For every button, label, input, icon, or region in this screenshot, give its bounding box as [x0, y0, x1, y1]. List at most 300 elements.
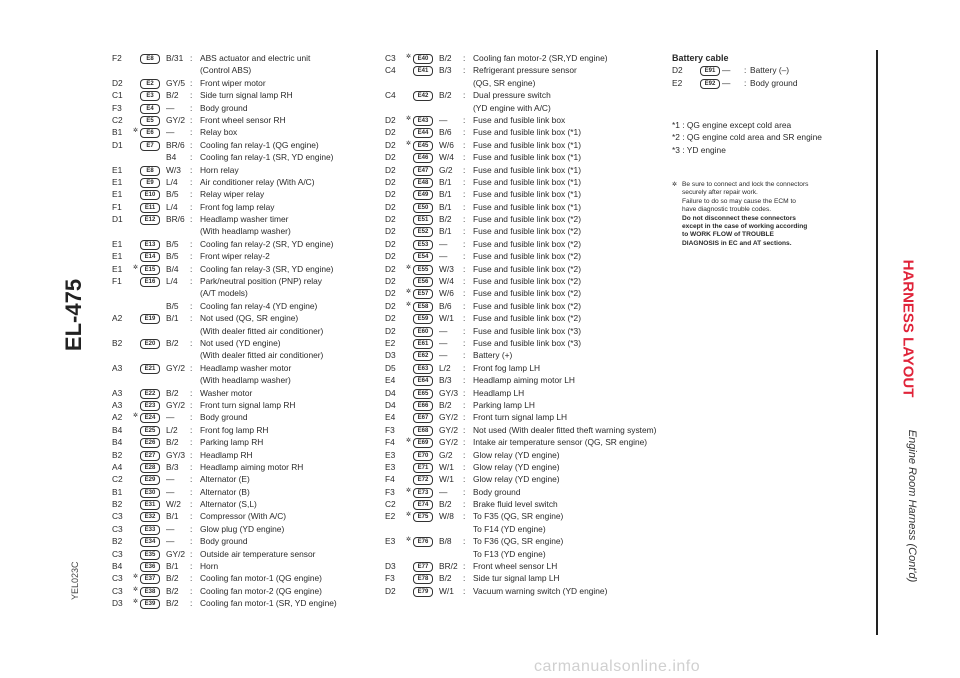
connector-description: Vacuum warning switch (YD engine): [473, 585, 608, 596]
caution-line: have diagnostic trouble codes.: [682, 206, 772, 214]
connector-row: [385, 287, 675, 299]
lock-star-icon: ✲: [133, 413, 139, 420]
connector-description: Fuse and fusible link box (*1): [473, 152, 581, 163]
connector-row: [112, 461, 382, 473]
lock-star-icon: ✲: [406, 289, 412, 296]
connector-description: To F35 (QG, SR engine): [473, 511, 564, 522]
connector-row: [385, 139, 675, 151]
connector-row: [385, 374, 675, 386]
connector-row: [385, 164, 675, 176]
connector-description: Compressor (With A/C): [200, 511, 287, 522]
wire-color: GY/2: [166, 362, 186, 373]
separator: :: [463, 300, 466, 311]
pin-location: D2: [112, 77, 123, 88]
pin-location: C2: [112, 474, 123, 485]
connector-badge: E12: [140, 215, 160, 225]
caution-line: Do not disconnect these connectors: [682, 214, 796, 222]
caution-line: Be sure to connect and lock the connectors: [682, 181, 809, 188]
connector-description: Body ground: [200, 412, 248, 423]
connector-description: Glow relay (YD engine): [473, 461, 560, 472]
connector-row: [112, 312, 382, 324]
wire-color: B/5: [166, 238, 179, 249]
wire-color: —: [439, 325, 448, 336]
wire-color: B/5: [166, 251, 179, 262]
connector-badge: E27: [140, 451, 160, 461]
separator: :: [190, 585, 193, 596]
lock-star-icon: ✲: [406, 264, 412, 271]
wire-color: B/6: [439, 127, 452, 138]
watermark: carmanualsonline.info: [534, 658, 701, 675]
wire-color: —: [439, 350, 448, 361]
connector-description: Parking lamp RH: [200, 437, 264, 448]
connector-description: Horn relay: [200, 164, 239, 175]
pin-location: A2: [112, 313, 123, 324]
separator: :: [463, 164, 466, 175]
separator: :: [190, 399, 193, 410]
connector-row: [112, 151, 382, 163]
connector-badge: E69: [413, 438, 433, 448]
connector-badge: E14: [140, 252, 160, 262]
connector-description: Cooling fan relay-1 (QG engine): [200, 139, 319, 150]
connector-row: [385, 225, 675, 237]
pin-location: F3: [385, 573, 395, 584]
pin-location: D2: [385, 238, 396, 249]
wire-color: —: [166, 536, 175, 547]
pin-location: A2: [112, 412, 123, 423]
pin-location: D2: [385, 214, 396, 225]
pin-location: D1: [112, 139, 123, 150]
separator: :: [190, 139, 193, 150]
connector-description: Side tur signal lamp LH: [473, 573, 560, 584]
separator: :: [463, 362, 466, 373]
connector-description: Relay box: [200, 127, 238, 138]
separator: :: [463, 65, 466, 76]
wire-color: W/6: [439, 288, 454, 299]
wire-color: GY/2: [439, 424, 459, 435]
connector-badge: E54: [413, 252, 433, 262]
connector-row: [112, 362, 382, 374]
connector-row: [385, 461, 675, 473]
connector-badge: E62: [413, 351, 433, 361]
pin-location: B2: [112, 536, 123, 547]
separator: :: [190, 573, 193, 584]
connector-badge: E61: [413, 339, 433, 349]
connector-row: [112, 176, 382, 188]
wire-color: B/1: [166, 511, 179, 522]
connector-description: Cooling fan relay-4 (YD engine): [200, 300, 318, 311]
pin-location: B4: [112, 561, 123, 572]
wire-color: BR/2: [439, 561, 458, 572]
section-subtitle: Engine Room Harness (Cont'd): [906, 429, 918, 583]
connector-description: (With headlamp washer): [200, 226, 291, 237]
wire-color: B/4: [166, 263, 179, 274]
connector-badge: E29: [140, 475, 160, 485]
connector-description: (With dealer fitted air conditioner): [200, 325, 324, 336]
engine-notes: [672, 119, 872, 156]
connector-description: Front wiper motor: [200, 77, 266, 88]
pin-location: D2: [385, 127, 396, 138]
wire-color: B/1: [166, 561, 179, 572]
connector-badge: E9: [140, 178, 160, 188]
pin-location: B2: [112, 449, 123, 460]
connector-description: Brake fluid level switch: [473, 499, 558, 510]
battery-cable-section: [672, 52, 872, 89]
connector-row: [385, 585, 675, 597]
connector-badge: E66: [413, 401, 433, 411]
separator: :: [190, 412, 193, 423]
wire-color: L/2: [439, 362, 451, 373]
connector-description: Relay wiper relay: [200, 189, 265, 200]
separator: :: [463, 152, 466, 163]
connector-description: Cooling fan motor-1 (SR, YD engine): [200, 598, 337, 609]
pin-location: F4: [385, 474, 395, 485]
separator: :: [190, 474, 193, 485]
connector-badge: E45: [413, 141, 433, 151]
separator: :: [190, 189, 193, 200]
connector-row: [112, 374, 382, 386]
connector-row: [385, 349, 675, 361]
pin-location: E3: [385, 536, 396, 547]
wire-color: B/2: [439, 90, 452, 101]
separator: :: [463, 499, 466, 510]
connector-badge: E33: [140, 525, 160, 535]
pin-location: C1: [112, 90, 123, 101]
connector-badge: E26: [140, 438, 160, 448]
connector-row: [385, 399, 675, 411]
separator: :: [463, 387, 466, 398]
separator: :: [190, 114, 193, 125]
wire-color: W/4: [439, 152, 454, 163]
connector-description: Not used (With dealer fitted theft warning system): [473, 424, 657, 435]
separator: :: [463, 201, 466, 212]
lock-star-icon: ✲: [133, 574, 139, 581]
separator: :: [463, 139, 466, 150]
wire-color: —: [439, 337, 448, 348]
separator: :: [463, 53, 466, 63]
connector-description: Headlamp washer motor: [200, 362, 292, 373]
wire-color: B/2: [166, 90, 179, 101]
lock-star-icon: ✲: [406, 537, 412, 544]
pin-location: C3: [112, 523, 123, 534]
connector-row: [112, 510, 382, 522]
section-title: HARNESS LAYOUT: [899, 259, 917, 398]
lock-star-icon: ✲: [133, 586, 139, 593]
wire-color: —: [722, 77, 731, 88]
pin-location: D2: [385, 263, 396, 274]
connector-description: Not used (YD engine): [200, 337, 281, 348]
wire-color: —: [166, 523, 175, 534]
pin-location: E1: [112, 238, 123, 249]
connector-row: [385, 102, 675, 114]
connector-row: [112, 349, 382, 361]
pin-location: D2: [385, 176, 396, 187]
connector-badge: E28: [140, 463, 160, 473]
wire-color: BR/6: [166, 214, 185, 225]
connector-badge: E68: [413, 426, 433, 436]
connector-description: Fuse and fusible link box (*1): [473, 176, 581, 187]
wire-color: B/3: [439, 375, 452, 386]
wire-color: —: [439, 251, 448, 262]
connector-row: [112, 449, 382, 461]
connector-badge: E58: [413, 302, 433, 312]
connector-badge: E41: [413, 66, 433, 76]
connector-description: Fuse and fusible link box (*2): [473, 276, 581, 287]
wire-color: —: [439, 486, 448, 497]
connector-description: Side turn signal lamp RH: [200, 90, 293, 101]
connector-description: Front fog lamp relay: [200, 201, 275, 212]
lock-star-icon: ✲: [133, 264, 139, 271]
separator: :: [463, 114, 466, 125]
connector-badge: E50: [413, 203, 433, 213]
pin-location: B4: [112, 437, 123, 448]
connector-description: Glow plug (YD engine): [200, 523, 285, 534]
lock-star-icon: ✲: [406, 301, 412, 308]
connector-badge: E92: [700, 79, 720, 89]
pin-location: D2: [385, 276, 396, 287]
wire-color: BR/6: [166, 139, 185, 150]
pin-location: C3: [385, 53, 396, 63]
connector-row: [385, 263, 675, 275]
pin-location: D5: [385, 362, 396, 373]
separator: :: [463, 313, 466, 324]
wire-color: L/4: [166, 276, 178, 287]
pin-location: E1: [112, 263, 123, 274]
connector-row: [112, 399, 382, 411]
connector-row: [385, 201, 675, 213]
connector-description: (YD engine with A/C): [473, 102, 551, 113]
pin-location: E4: [385, 375, 396, 386]
separator: :: [190, 313, 193, 324]
connector-row: [112, 436, 382, 448]
caution-line: DIAGNOSIS in EC and AT sections.: [682, 239, 792, 247]
connector-description: Cooling fan relay-3 (SR, YD engine): [200, 263, 334, 274]
wire-color: L/4: [166, 176, 178, 187]
connector-row: [112, 535, 382, 547]
pin-location: D4: [385, 387, 396, 398]
wire-color: B/2: [166, 337, 179, 348]
wire-color: B/3: [439, 65, 452, 76]
pin-location: D3: [112, 598, 123, 609]
separator: :: [190, 238, 193, 249]
wire-color: W/2: [166, 499, 181, 510]
separator: :: [463, 127, 466, 138]
connector-badge: E38: [140, 587, 160, 597]
separator: :: [463, 251, 466, 262]
wire-color: B/1: [439, 226, 452, 237]
pin-location: E1: [112, 189, 123, 200]
connector-badge: E7: [140, 141, 160, 151]
separator: :: [463, 214, 466, 225]
separator: :: [190, 511, 193, 522]
connector-row: [385, 151, 675, 163]
wire-color: W/3: [439, 263, 454, 274]
connector-description: Fuse and fusible link box (*1): [473, 189, 581, 200]
wire-color: —: [439, 238, 448, 249]
connector-row: [385, 77, 675, 89]
connector-row: [385, 300, 675, 312]
pin-location: D1: [112, 214, 123, 225]
connector-badge: E40: [413, 54, 433, 64]
connector-row: [385, 411, 675, 423]
connector-row: [385, 424, 675, 436]
document-code: YEL023C: [70, 561, 80, 600]
connector-description: Body ground: [750, 77, 798, 88]
wire-color: GY/3: [439, 387, 459, 398]
connector-row: [385, 486, 675, 498]
connector-row: [385, 312, 675, 324]
connector-row: [112, 337, 382, 349]
wire-color: B/2: [166, 437, 179, 448]
connector-row: [112, 486, 382, 498]
connector-badge: E44: [413, 128, 433, 138]
wire-color: —: [166, 474, 175, 485]
separator: :: [190, 461, 193, 472]
connector-description: Body ground: [200, 102, 248, 113]
connector-row: [112, 263, 382, 275]
separator: :: [463, 573, 466, 584]
separator: :: [190, 536, 193, 547]
wire-color: W/1: [439, 313, 454, 324]
pin-location: E1: [112, 164, 123, 175]
pin-location: D2: [385, 114, 396, 125]
connector-badge: E60: [413, 327, 433, 337]
wire-color: B/31: [166, 53, 184, 63]
connector-badge: E79: [413, 587, 433, 597]
connector-description: Cooling fan motor-1 (QG engine): [200, 573, 322, 584]
connector-row: [385, 64, 675, 76]
separator: :: [190, 152, 193, 163]
wire-color: GY/5: [166, 77, 186, 88]
connector-description: Intake air temperature sensor (QG, SR engine): [473, 437, 648, 448]
pin-location: D2: [385, 585, 396, 596]
pin-location: E1: [112, 176, 123, 187]
connector-row: [112, 114, 382, 126]
pin-location: F3: [385, 486, 395, 497]
pin-location: D4: [385, 399, 396, 410]
wire-color: W/3: [166, 164, 181, 175]
connector-badge: E42: [413, 91, 433, 101]
pin-location: B2: [112, 499, 123, 510]
separator: :: [463, 90, 466, 101]
connector-badge: E37: [140, 574, 160, 584]
connector-badge: E91: [700, 66, 720, 76]
wire-color: —: [166, 102, 175, 113]
separator: :: [463, 536, 466, 547]
connector-description: Front wheel sensor RH: [200, 114, 286, 125]
separator: :: [190, 276, 193, 287]
connector-description: Fuse and fusible link box (*1): [473, 139, 581, 150]
wire-color: W/1: [439, 585, 454, 596]
connector-description: (With headlamp washer): [200, 375, 291, 386]
connector-description: Not used (QG, SR engine): [200, 313, 299, 324]
caution-line: except in the case of working according: [682, 223, 808, 231]
wire-color: —: [166, 486, 175, 497]
separator: :: [190, 561, 193, 572]
connector-description: Cooling fan relay-2 (SR, YD engine): [200, 238, 334, 249]
wire-color: B/1: [166, 313, 179, 324]
connector-description: Cooling fan relay-1 (SR, YD engine): [200, 152, 334, 163]
pin-location: D2: [385, 152, 396, 163]
separator: :: [463, 511, 466, 522]
connector-row: [385, 337, 675, 349]
connector-badge: E76: [413, 537, 433, 547]
connector-description: Fuse and fusible link box (*2): [473, 251, 581, 262]
pin-location: C3: [112, 573, 123, 584]
connector-badge: E19: [140, 314, 160, 324]
connector-row: [385, 238, 675, 250]
connector-badge: E10: [140, 190, 160, 200]
connector-description: Fuse and fusible link box (*2): [473, 226, 581, 237]
separator: :: [463, 486, 466, 497]
connector-badge: E57: [413, 289, 433, 299]
wire-color: B/2: [439, 214, 452, 225]
separator: :: [190, 53, 193, 63]
connector-badge: E34: [140, 537, 160, 547]
separator: :: [190, 387, 193, 398]
pin-location: D2: [385, 300, 396, 311]
pin-location: F3: [385, 424, 395, 435]
connector-badge: E70: [413, 451, 433, 461]
wire-color: GY/2: [439, 437, 459, 448]
wire-color: B/2: [166, 585, 179, 596]
wire-color: B/2: [166, 598, 179, 609]
connector-row: [112, 275, 382, 287]
connector-row: [112, 287, 382, 299]
connector-description: Fuse and fusible link box (*2): [473, 263, 581, 274]
wire-color: B/2: [439, 573, 452, 584]
pin-location: E3: [385, 449, 396, 460]
connector-description: Front wheel sensor LH: [473, 561, 558, 572]
separator: :: [463, 337, 466, 348]
connector-row: [385, 114, 675, 126]
connector-badge: E56: [413, 277, 433, 287]
wire-color: B/2: [166, 573, 179, 584]
connector-description: Front fog lamp LH: [473, 362, 541, 373]
wire-color: B/1: [439, 201, 452, 212]
connector-row: [385, 89, 675, 101]
wire-color: L/4: [166, 201, 178, 212]
wire-color: L/2: [166, 424, 178, 435]
connector-description: Alternator (B): [200, 486, 250, 497]
wire-color: B/5: [166, 300, 179, 311]
connector-list-left: [112, 52, 382, 610]
connector-row: [385, 572, 675, 584]
connector-badge: E23: [140, 401, 160, 411]
pin-location: B1: [112, 486, 123, 497]
connector-description: Fuse and fusible link box (*2): [473, 288, 581, 299]
connector-row: [112, 126, 382, 138]
battery-cable-row: [672, 64, 872, 76]
wire-color: W/6: [439, 139, 454, 150]
connector-row: [112, 473, 382, 485]
connector-description: Headlamp washer timer: [200, 214, 289, 225]
connector-row: [112, 64, 382, 76]
connector-description: Air conditioner relay (With A/C): [200, 176, 315, 187]
lock-star-icon: ✲: [406, 115, 412, 122]
connector-row: [112, 411, 382, 423]
battery-cable-title: Battery cable: [672, 53, 729, 63]
separator: :: [463, 325, 466, 336]
separator: :: [463, 263, 466, 274]
connector-badge: E55: [413, 265, 433, 275]
connector-badge: E4: [140, 104, 160, 114]
connector-description: Fuse and fusible link box (*2): [473, 214, 581, 225]
pin-location: A4: [112, 461, 123, 472]
pin-location: B1: [112, 127, 123, 138]
connector-description: Outside air temperature sensor: [200, 548, 316, 559]
pin-location: D3: [385, 561, 396, 572]
wire-color: B/3: [166, 461, 179, 472]
